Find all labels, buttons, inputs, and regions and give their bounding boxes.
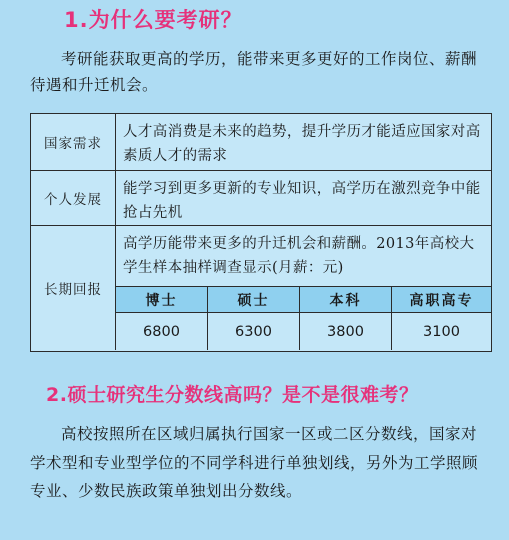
table-row: [31, 171, 491, 226]
section-1-paragraph: 考研能获取更高的学历，能带来更多更好的工作岗位、薪酬待遇和升迁机会。: [30, 50, 478, 94]
row-category: 长期回报: [31, 226, 116, 350]
reasons-table: [30, 113, 492, 352]
salary-subtable: [116, 286, 491, 350]
section-2-paragraph: 高校按照所在区域归属执行国家一区或二区分数线，国家对学术型和专业型学位的不同学科进行单独划线，另外为工学照顾专业、少数民族政策单独划出分数线。: [30, 425, 479, 500]
salary-header: 高职高专: [391, 287, 491, 312]
row-category: 个人发展: [31, 171, 116, 225]
row-category: 国家需求: [31, 114, 116, 170]
table-row: [31, 226, 491, 350]
salary-value: 6300: [207, 313, 299, 350]
row-description: 能学习到更多更新的专业知识，高学历在激烈竞争中能抢占先机: [123, 181, 481, 221]
salary-header-row: [116, 286, 491, 313]
section-2-title: 2.硕士研究生分数线高吗？是不是很难考？: [46, 384, 419, 406]
salary-value: 6800: [143, 323, 180, 340]
salary-header: 硕士: [207, 287, 299, 312]
section-1-title: 1.为什么要考研？: [64, 8, 243, 32]
salary-value: 3100: [391, 313, 491, 350]
salary-value: 3800: [299, 313, 391, 350]
salary-value-row: [116, 313, 491, 350]
row-description: 高学历能带来更多的升迁机会和薪酬。2013年高校大学生样本抽样调查显示(月薪：元): [123, 236, 475, 276]
row-description: 人才高消费是未来的趋势，提升学历才能适应国家对高素质人才的需求: [123, 124, 481, 164]
salary-header: 博士: [145, 292, 178, 309]
salary-header: 本科: [299, 287, 391, 312]
table-row: [31, 114, 491, 171]
